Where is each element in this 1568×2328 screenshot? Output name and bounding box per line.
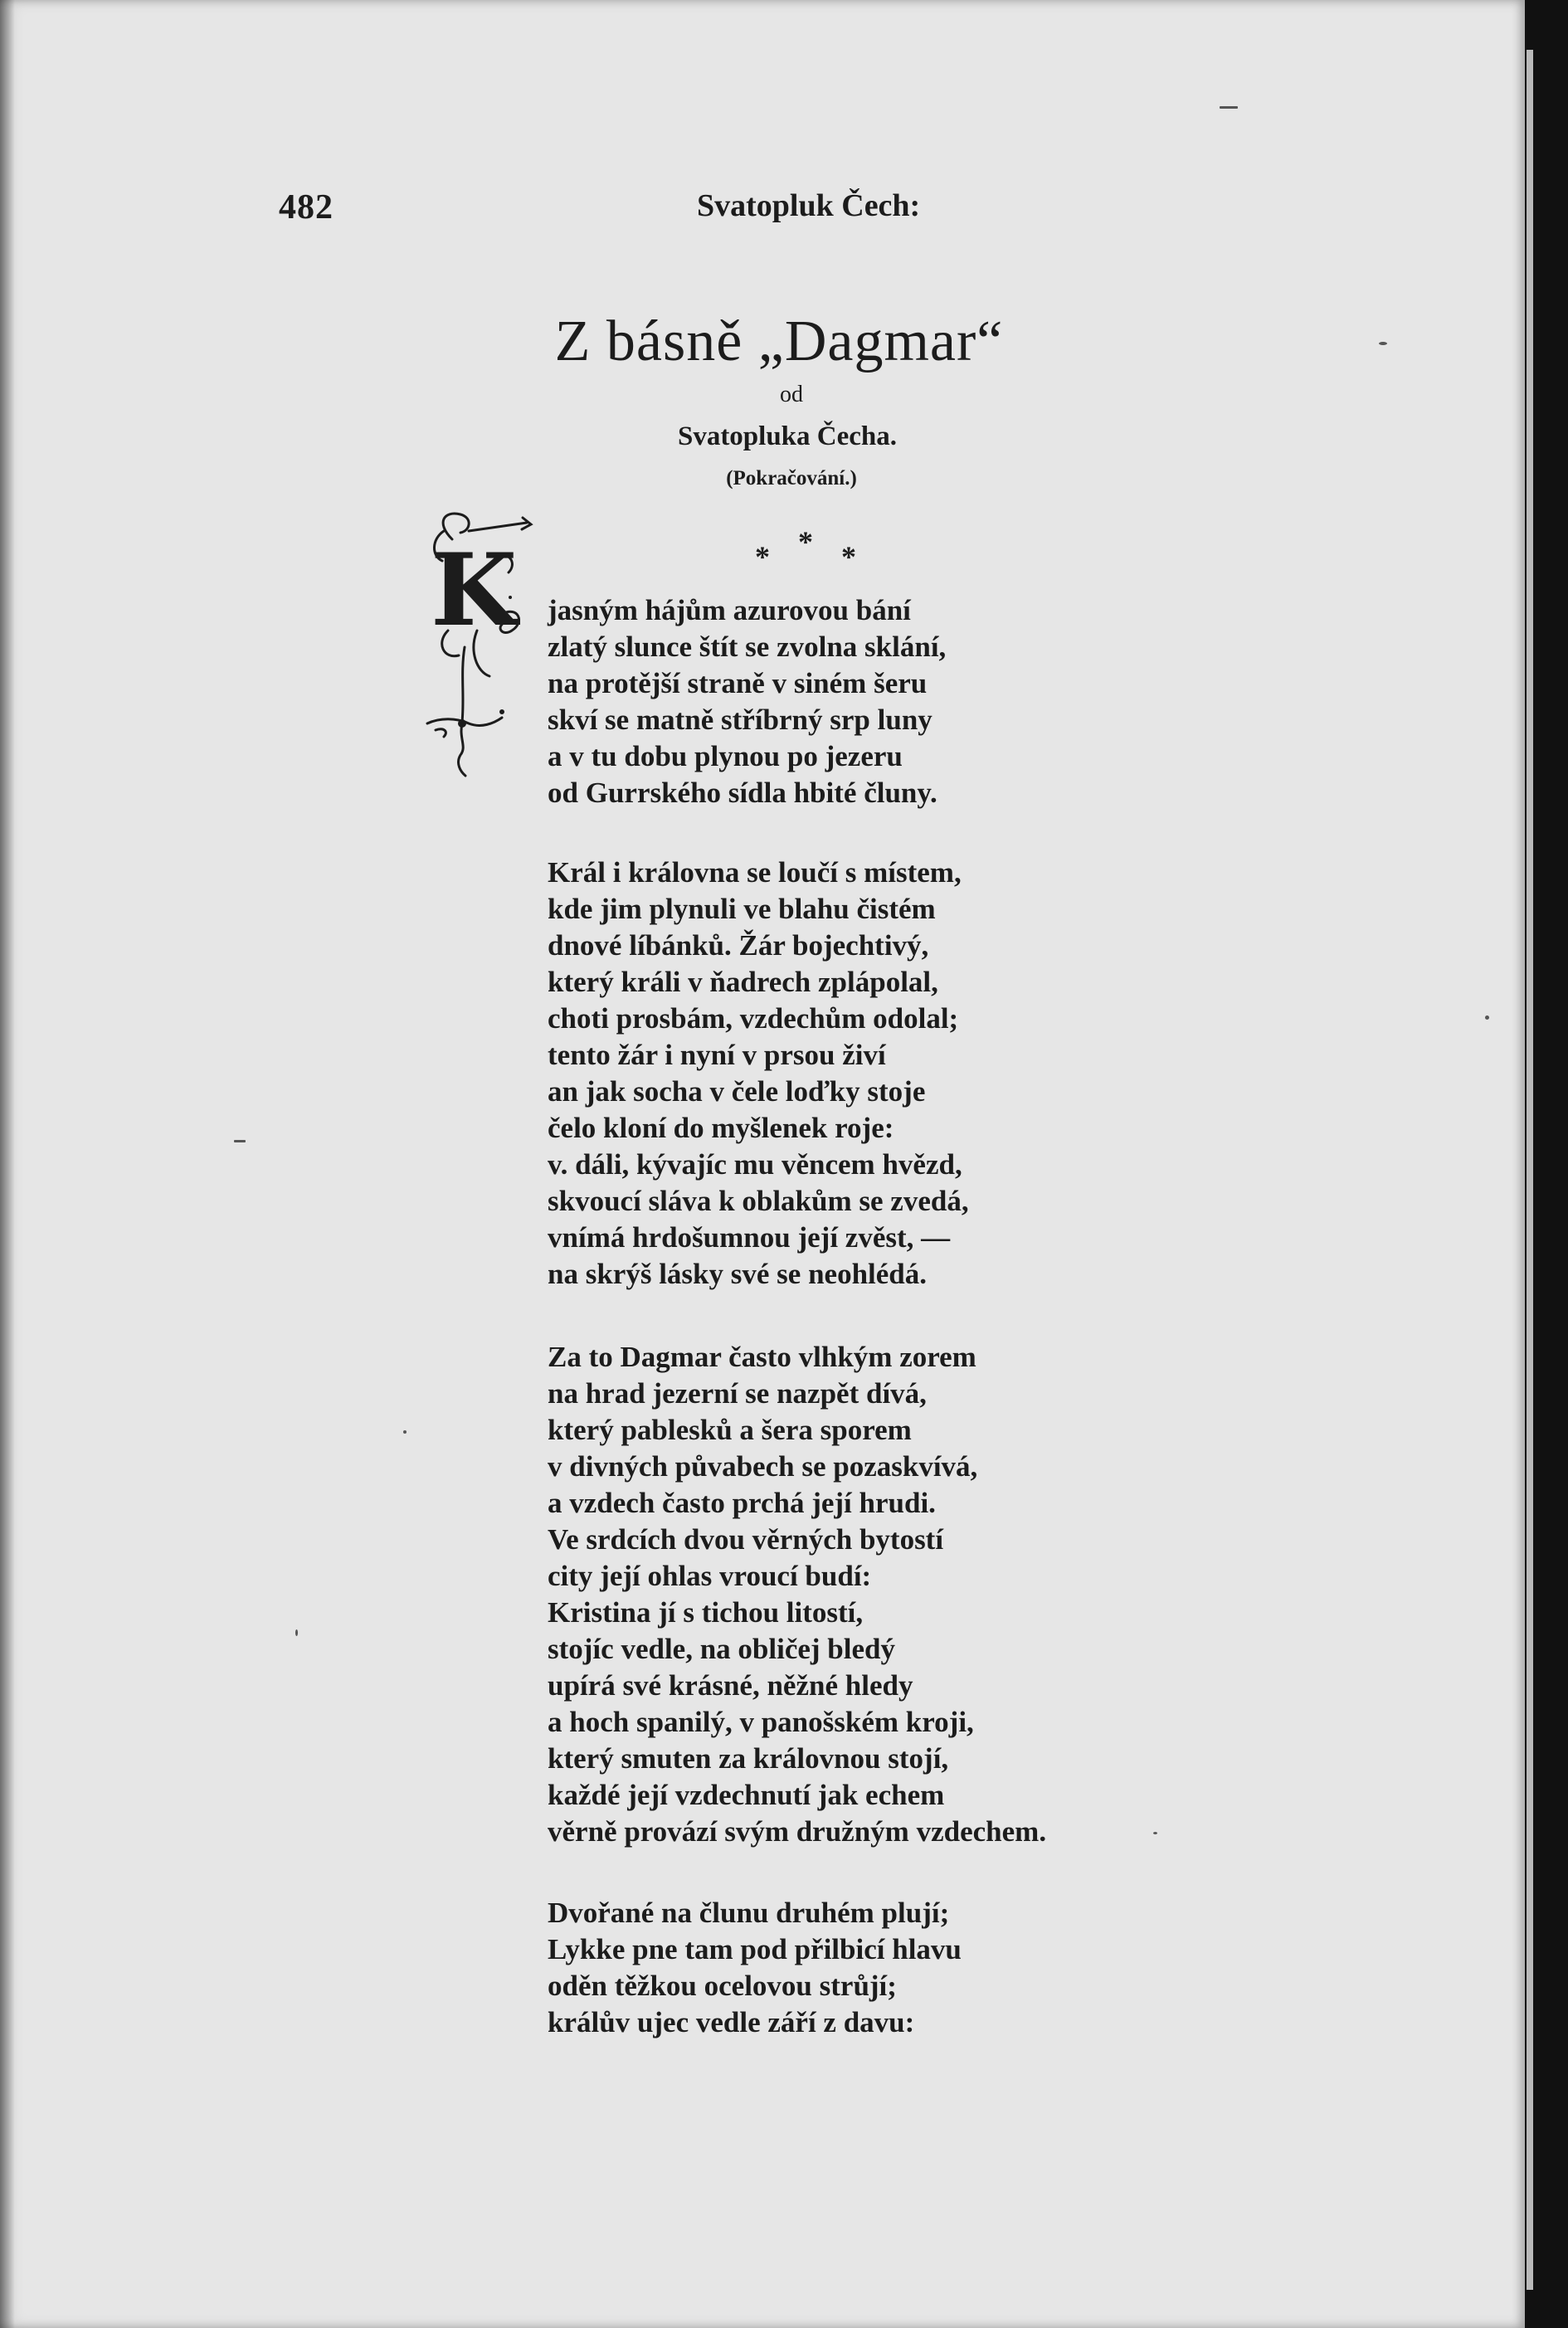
- verse-line: Ve srdcích dvou věrných bytostí: [548, 1523, 944, 1556]
- verse-line: věrně provází svým družným vzdechem.: [548, 1815, 1047, 1848]
- print-speck: [403, 1430, 407, 1434]
- verse-line: čelo kloní do myšlenek roje:: [548, 1112, 894, 1144]
- verse-line: Král i královna se loučí s místem,: [548, 856, 962, 889]
- verse-line: v divných půvabech se pozaskvívá,: [548, 1450, 978, 1483]
- verse-line: na protější straně v siném šeru: [548, 667, 928, 699]
- stanza-2: [548, 855, 969, 1293]
- stanza-3: [548, 1339, 1046, 1850]
- stanza-1: [548, 592, 946, 811]
- verse-line: jasným hájům azurovou bání: [548, 594, 911, 626]
- verse-line: skví se matně stříbrný srp luny: [548, 704, 933, 736]
- poem-title: Z básně „Dagmar“: [554, 309, 1004, 373]
- verse-line: tento žár i nyní v prsou živí: [548, 1039, 886, 1071]
- stanza-4: [548, 1895, 962, 2041]
- initial-letter: K: [431, 532, 518, 649]
- print-speck: [1153, 1832, 1157, 1834]
- print-speck: [234, 1140, 246, 1142]
- verse-line: city její ohlas vroucí budí:: [548, 1560, 872, 1592]
- decorated-initial: [419, 506, 535, 780]
- verse-line: upírá své krásné, něžné hledy: [548, 1669, 913, 1702]
- verse-line: skvoucí sláva k oblakům se zvedá,: [548, 1185, 969, 1217]
- verse-line: Dvořané na člunu druhém plují;: [548, 1897, 950, 1929]
- verse-line: a hoch spanilý, v panošském kroji,: [548, 1706, 974, 1738]
- verse-line: Lykke pne tam pod přilbicí hlavu: [548, 1933, 962, 1965]
- verse-line: zlatý slunce štít se zvolna sklání,: [548, 631, 947, 663]
- byline-od: od: [780, 382, 803, 407]
- verse-line: na skrýš lásky své se neohlédá.: [548, 1258, 928, 1290]
- running-head: Svatopluk Čech:: [697, 188, 921, 223]
- verse-line: Za to Dagmar často vlhkým zorem: [548, 1341, 976, 1373]
- verse-line: který pablesků a šera sporem: [548, 1414, 912, 1446]
- verse-line: který králi v ňadrech zplápolal,: [548, 966, 938, 998]
- page-number: 482: [279, 188, 334, 226]
- verse-line: v. dáli, kývajíc mu věncem hvězd,: [548, 1148, 962, 1181]
- verse-line: vnímá hrdošumnou její zvěst, —: [548, 1221, 951, 1254]
- print-speck: [1485, 1015, 1489, 1020]
- print-speck: [1220, 106, 1238, 109]
- asterism: [755, 524, 855, 574]
- page-edge: [1527, 50, 1533, 2290]
- verse-line: na hrad jezerní se nazpět dívá,: [548, 1377, 927, 1410]
- verse-line: a vzdech často prchá její hrudi.: [548, 1487, 936, 1519]
- print-speck: [295, 1629, 298, 1636]
- asterisk-right: *: [841, 540, 856, 573]
- verse-line: který smuten za královnou stojí,: [548, 1742, 949, 1775]
- author-name: Svatopluka Čecha.: [677, 421, 898, 451]
- verse-line: králův ujec vedle září z davu:: [548, 2006, 915, 2038]
- verse-line: choti prosbám, vzdechům odolal;: [548, 1002, 959, 1035]
- asterisk-top: *: [798, 525, 813, 558]
- verse-line: od Gurrského sídla hbité čluny.: [548, 777, 937, 809]
- verse-line: dnové líbánků. Žár bojechtivý,: [548, 929, 929, 962]
- verse-line: Kristina jí s tichou litostí,: [548, 1596, 864, 1629]
- verse-line: každé její vzdechnutí jak echem: [548, 1779, 945, 1811]
- asterisk-left: *: [755, 540, 770, 573]
- verse-line: an jak socha v čele loďky stoje: [548, 1075, 926, 1108]
- verse-line: stojíc vedle, na obličej bledý: [548, 1633, 895, 1665]
- print-speck: [1379, 342, 1387, 345]
- continuation-note: (Pokračování.): [726, 467, 857, 489]
- verse-line: kde jim plynuli ve blahu čistém: [548, 893, 936, 925]
- verse-line: oděn těžkou ocelovou strůjí;: [548, 1970, 897, 2002]
- verse-line: a v tu dobu plynou po jezeru: [548, 740, 903, 772]
